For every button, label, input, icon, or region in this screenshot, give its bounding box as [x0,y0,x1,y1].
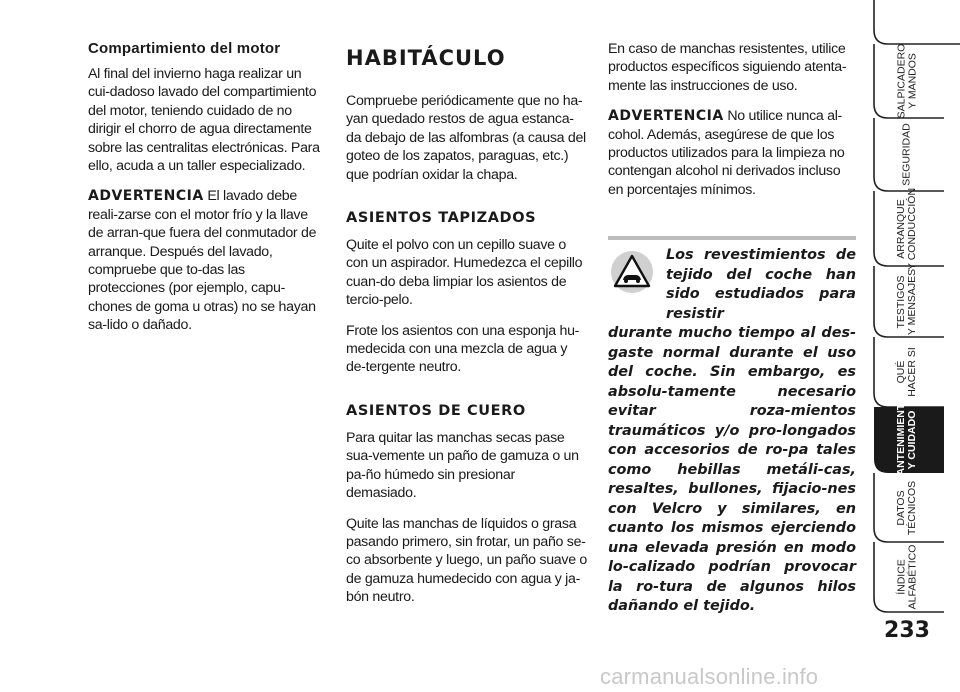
tab-datos[interactable] [870,473,944,542]
tab-label: TESTIGOS Y MENSAJES [894,268,918,335]
warning-text: No utilice nunca al-cohol. Además, asegúrese de que los productos utilizados para la limpieza no contengan alcohol ni derivados incluso en porcentajes mínimos. [608,108,845,198]
engine-paragraph: Al final del invierno haga realizar un cui-dadoso lavado del compartimiento del motor, teniendo cuidado de no dirigir el chorro de agua directamente sobre las centralitas electrónicas. Para ello, acuda a un taller especializado. [88,66,320,175]
tab-label: MANTENIMIENTO Y CUIDADO [895,395,919,485]
tab-testigos[interactable] [870,266,944,337]
column-interior [346,40,588,619]
tab-arranque[interactable] [870,187,944,270]
interior-intro: Compruebe periódicamente que no ha-yan quedado restos de agua estanca-da debajo de las alfombras (a causa del goteo de los zapatos, paraguas, etc.) que podrían oxidar la chapa. [346,93,586,183]
caution-lead: Los revestimientos de tejido del coche han sido estudiados para resistir [666,247,856,322]
warning-label: ADVERTENCIA [608,108,724,125]
tab-mantenimiento[interactable] [870,395,944,485]
tab-label: SEGURIDAD [900,123,913,186]
tab-salpicadero[interactable] [870,44,944,118]
car-warning-triangle-icon [608,250,656,294]
page-number: 233 [884,618,930,643]
leather-seats-heading: ASIENTOS DE CUERO [346,402,526,419]
leather-paragraph-2: Quite las manchas de líquidos o grasa pasando primero, sin frotar, un paño se-co absorbente y luego, un paño suave o de gamuza humedecido con agua y ja-bón neutro. [346,515,588,606]
engine-subtitle: Compartimiento del motor [88,40,281,57]
chapter-sidebar [870,0,960,692]
alcohol-warning [608,107,852,199]
tab-label: ARRANQUE Y CONDUCCIÓN [895,187,918,270]
tab-label: ÍNDICE ALFABÉTICO [895,544,918,610]
tab-indice[interactable] [870,542,944,612]
caution-box [608,236,856,617]
leather-paragraph-1: Para quitar las manchas secas pase sua-vemente un paño de gamuza o un pa-ño húmedo sin presionar demasiado. [346,429,579,502]
upholstered-seats-heading: ASIENTOS TAPIZADOS [346,210,537,227]
tab-label: SALPICADERO Y MANDOS [895,43,919,119]
caution-divider [608,236,856,240]
upholstered-paragraph-2: Frote los asientos con una esponja hu-medecida con una mezcla de agua y de-tergente neutro. [346,322,580,376]
tab-label: DATOS TÉCNICOS [894,480,918,535]
watermark: carmanualsonline.info [600,664,819,689]
engine-warning [88,187,324,334]
column-stains [608,40,852,211]
warning-text: El lavado debe reali-zarse con el motor frío y la llave de arran-que fuera del conmutador de arranque. Después del lavado, compruebe que to-das las protecciones (por ejemplo, capu-chones de goma u otras) no se hayan sa-lido o dañado. [88,188,317,334]
stains-paragraph: En caso de manchas resistentes, utilice productos específicos siguiendo atenta-mente las instrucciones de uso. [608,41,847,94]
column-engine [88,40,324,347]
tab-seguridad[interactable] [870,118,944,191]
caution-rest: durante mucho tiempo al des-gaste normal durante el uso del coche. Sin embargo, es absolu-tamente necesario evitar roza-mientos traumáticos y/o pro-longados con accesorios de ro-pa tales como hebillas metáli-cas, resaltes, bullones, fijacio-nes con Velcro y similares, en cuanto los mismos ejerciendo una elevada presión en modo lo-calizado podrían provocar la ro-tura de algunos hilos dañando el tejido. [608,325,856,614]
warning-label: ADVERTENCIA [88,188,204,205]
section-title: HABITÁCULO [346,46,506,70]
upholstered-paragraph-1: Quite el polvo con un cepillo suave o con un aspirador. Humedezca el cepillo cuan-do deba limpiar los asientos de tercio-pelo. [346,237,583,309]
tab-label: QUÉ HACER SI [895,347,918,397]
caution-text [608,246,856,617]
